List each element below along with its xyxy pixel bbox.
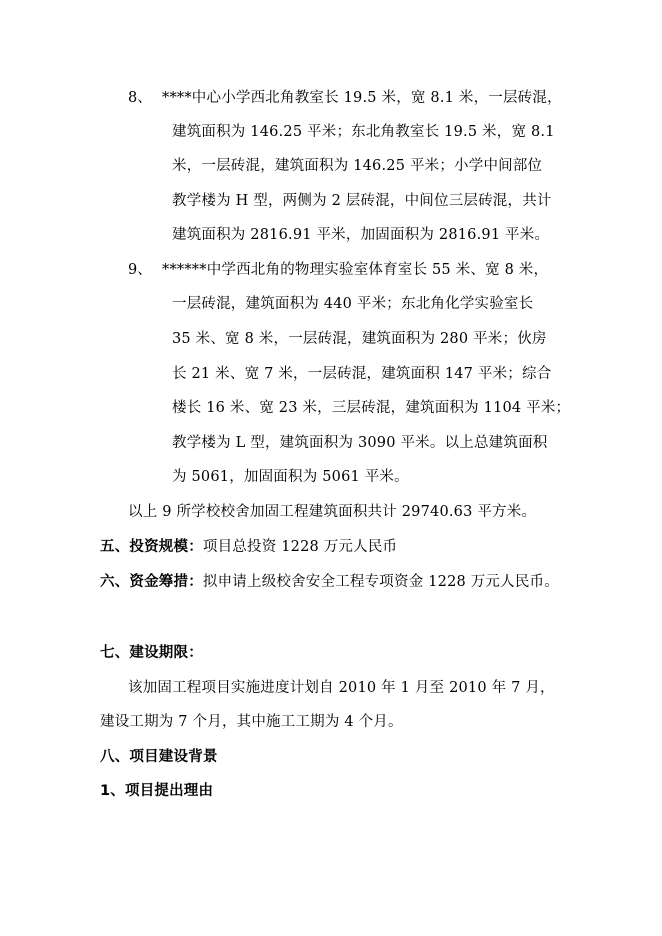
section-8-heading: 八、项目建设背景	[100, 749, 218, 765]
subsection-1-heading: 1、项目提出理由	[100, 783, 214, 799]
item-8-number: 8、	[128, 90, 152, 106]
item-9-line-4: 长 21 米、宽 7 米，一层砖混，建筑面积 147 平米；综合	[172, 366, 552, 382]
item-8-line-5: 建筑面积为 2816.91 平米，加固面积为 2816.91 平米。	[172, 227, 550, 243]
item-8-line-2: 建筑面积为 146.25 平米；东北角教室长 19.5 米，宽 8.1	[172, 124, 555, 140]
item-8-line-1: ****中心小学西北角教室长 19.5 米，宽 8.1 米，一层砖混，	[162, 90, 562, 106]
section-5	[100, 537, 397, 557]
item-8-line-4: 教学楼为 H 型，两侧为 2 层砖混，中间位三层砖混，共计	[172, 193, 552, 209]
section-6-heading: 六、资金筹措：	[100, 574, 203, 590]
summary-line: 以上 9 所学校校舍加固工程建筑面积共计 29740.63 平方米。	[128, 504, 537, 520]
section-6-text: 拟申请上级校舍安全工程专项资金 1228 万元人民币。	[202, 574, 559, 590]
section-6	[100, 572, 559, 592]
section-5-heading: 五、投资规模：	[100, 539, 203, 555]
item-9-line-5: 楼长 16 米、宽 23 米，三层砖混，建筑面积为 1104 平米；	[172, 400, 571, 416]
section-7-line-1: 该加固工程项目实施进度计划自 2010 年 1 月至 2010 年 7 月，	[128, 680, 555, 696]
section-7-line-2: 建设工期为 7 个月，其中施工工期为 4 个月。	[100, 714, 403, 730]
section-7-heading: 七、建设期限：	[100, 645, 203, 661]
item-9-line-2: 一层砖混，建筑面积为 440 平米；东北角化学实验室长	[172, 296, 534, 312]
item-9-line-1: ******中学西北角的物理实验室体育室长 55 米、宽 8 米，	[162, 262, 549, 278]
item-8-line-3: 米，一层砖混，建筑面积为 146.25 平米；小学中间部位	[172, 158, 543, 174]
item-9-line-7: 为 5061，加固面积为 5061 平米。	[172, 469, 409, 485]
item-9-line-3: 35 米、宽 8 米，一层砖混，建筑面积为 280 平米；伙房	[172, 331, 547, 347]
item-9-number: 9、	[128, 262, 152, 278]
section-5-text: 项目总投资 1228 万元人民币	[202, 539, 398, 555]
item-9-line-6: 教学楼为 L 型，建筑面积为 3090 平米。以上总建筑面积	[172, 435, 548, 451]
